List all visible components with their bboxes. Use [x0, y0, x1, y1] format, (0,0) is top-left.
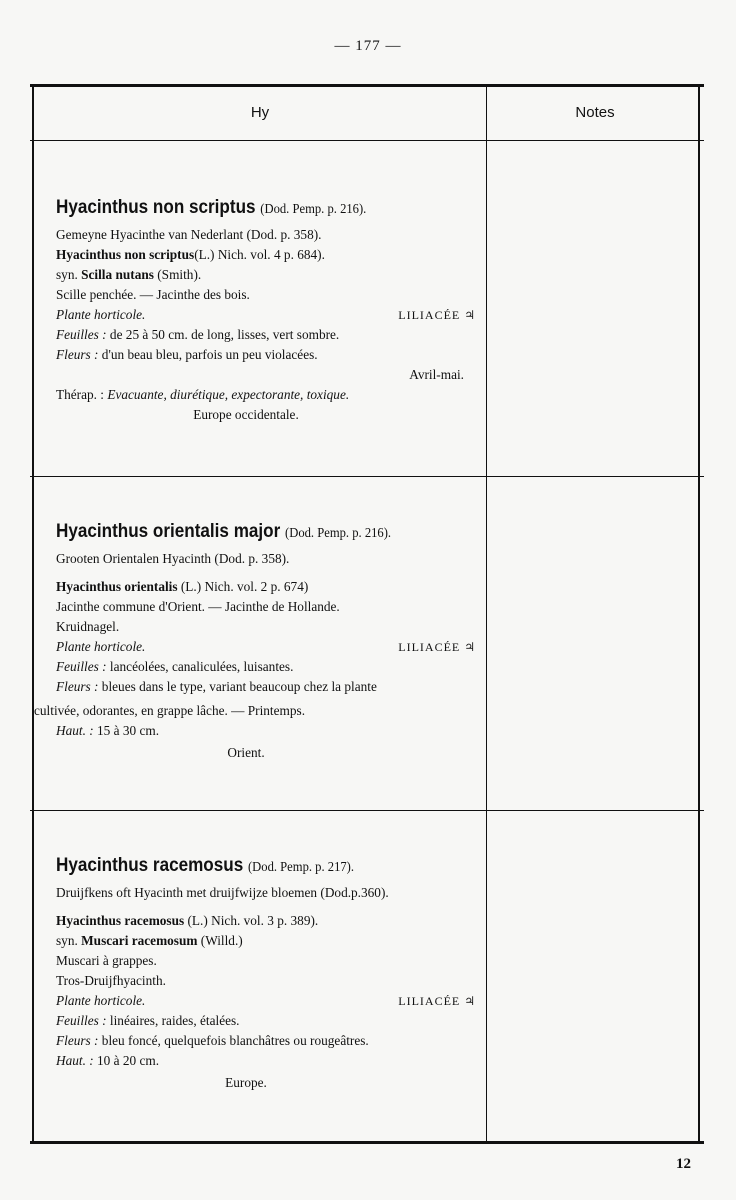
entry-fleurs: Fleurs : bleues dans le type, variant beaucoup chez la plante: [56, 679, 377, 694]
plant-entry: [56, 854, 476, 1093]
entry-feuilles: Feuilles : linéaires, raides, étalées.: [56, 1013, 240, 1028]
entry-region: Europe.: [225, 1075, 267, 1090]
entry-feuilles: Feuilles : lancéolées, canaliculées, luisantes.: [56, 659, 294, 674]
left-border: [32, 87, 34, 1141]
column-divider: [486, 87, 487, 1141]
entry-region: Orient.: [227, 745, 265, 760]
entry-plant-row: Plante horticole. LILIACÉE ♃: [56, 307, 476, 322]
entry-haut: Haut. : 10 à 20 cm.: [56, 1053, 160, 1068]
entry-line: Scille penchée. — Jacinthe des bois.: [56, 287, 250, 302]
column-header-hy: Hy: [250, 104, 270, 121]
entry-line: Tros-Druijfhyacinth.: [56, 973, 166, 988]
entry-line: syn. Scilla nutans (Smith).: [56, 267, 202, 282]
entry-fleurs: Fleurs : d'un beau bleu, parfois un peu violacées.: [56, 347, 318, 362]
plant-entry: [34, 520, 476, 763]
entry-line: Hyacinthus orientalis (L.) Nich. vol. 2 p. 674): [56, 579, 309, 594]
entry-line: Jacinthe commune d'Orient. — Jacinthe de Hollande.: [56, 599, 340, 614]
entry-line: Muscari à grappes.: [56, 953, 157, 968]
entry-line: Hyacinthus racemosus (L.) Nich. vol. 3 p. 389).: [56, 913, 319, 928]
entry-region: Europe occidentale.: [193, 407, 299, 422]
right-border: [698, 87, 700, 1141]
entry-title: Hyacinthus orientalis major (Dod. Pemp. p. 216).: [56, 521, 392, 542]
entry-line: Gemeyne Hyacinthe van Nederlant (Dod. p. 358).: [56, 227, 322, 242]
entry-haut: Haut. : 15 à 30 cm.: [56, 723, 160, 738]
header-rule: [30, 140, 704, 141]
table-bottom-rule: [30, 1141, 704, 1144]
plant-entry: [56, 196, 476, 425]
entry-fleurs: Fleurs : bleu foncé, quelquefois blanchâtres ou rougeâtres.: [56, 1033, 369, 1048]
entry-fleurs-cont: cultivée, odorantes, en grappe lâche. — Printemps.: [34, 703, 306, 718]
entry-line: Grooten Orientalen Hyacinth (Dod. p. 358).: [56, 551, 290, 566]
entry-divider: [30, 476, 704, 477]
entry-line: Hyacinthus non scriptus(L.) Nich. vol. 4 p. 684).: [56, 247, 325, 262]
entry-plant-row: Plante horticole. LILIACÉE ♃: [56, 993, 476, 1008]
footer-page-number: 12: [676, 1156, 691, 1172]
column-header-notes: Notes: [575, 104, 615, 121]
entry-line: Druijfkens oft Hyacinth met druijfwijze bloemen (Dod.p.360).: [56, 885, 389, 900]
entry-season: Avril-mai.: [409, 367, 464, 382]
entry-title: Hyacinthus racemosus (Dod. Pemp. p. 217).: [56, 855, 355, 876]
table-top-rule: [30, 84, 704, 87]
entry-line: Kruidnagel.: [56, 619, 120, 634]
page-number: — 177 —: [334, 38, 402, 54]
entry-divider: [30, 810, 704, 811]
entry-feuilles: Feuilles : de 25 à 50 cm. de long, lisses, vert sombre.: [56, 327, 340, 342]
entry-plant-row: Plante horticole. LILIACÉE ♃: [56, 639, 476, 654]
entry-line: syn. Muscari racemosum (Willd.): [56, 933, 243, 948]
entry-title: Hyacinthus non scriptus (Dod. Pemp. p. 216).: [56, 197, 367, 218]
entry-therap: Thérap. : Evacuante, diurétique, expectorante, toxique.: [56, 387, 350, 402]
